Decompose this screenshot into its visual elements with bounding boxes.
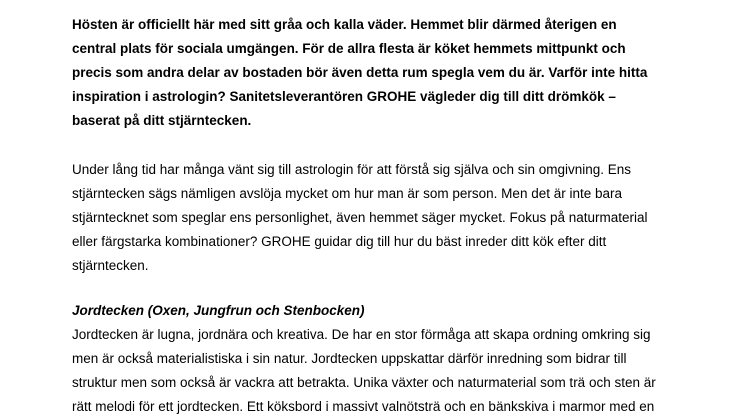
paragraph1-line-1: Under lång tid har många vänt sig till astrologin för att förstå sig själva och sin omgivning. Ens: [72, 162, 632, 177]
earth-line-2: men är också materialistiska i sin natur. Jordtecken uppskattar därför inredning som bidrar till: [72, 351, 627, 366]
earth-line-1: Jordtecken är lugna, jordnära och kreativa. De har en stor förmåga att skapa ordning omkring sig: [72, 327, 651, 342]
earth-line-3: struktur men som också är vackra att betrakta. Unika växter och naturmaterial som trä och sten är: [72, 375, 656, 390]
intro-line-1: Hösten är officiellt här med sitt gråa och kalla väder. Hemmet blir därmed återigen en: [72, 17, 617, 32]
intro-line-5: baserat på ditt stjärntecken.: [72, 113, 252, 128]
intro-line-4: inspiration i astrologin? Sanitetsleverantören GROHE vägleder dig till ditt drömkök –: [72, 89, 616, 104]
paragraph1-line-3: stjärntecknet som speglar ens personlighet, även hemmet säger mycket. Fokus på naturmaterial: [72, 210, 648, 225]
paragraph1-line-4: eller färgstarka kombinationer? GROHE guidar dig till hur du bäst inreder ditt kök efter ditt: [72, 234, 607, 249]
paragraph1-line-2: stjärntecken sägs nämligen avslöja mycket om hur man är som person. Men det är inte bara: [72, 186, 623, 201]
intro-line-3: precis som andra delar av bostaden bör även detta rum spegla vem du är. Varför inte hitta: [72, 65, 648, 80]
section-heading: Jordtecken (Oxen, Jungfrun och Stenbocken): [72, 303, 365, 318]
earth-line-4: rätt melodi för ett jordtecken. Ett köksbord i massivt valnötsträ och en bänkskiva i marmor med en: [72, 399, 655, 414]
paragraph1-line-5: stjärntecken.: [72, 258, 149, 273]
intro-line-2: central plats för sociala umgängen. För de allra flesta är köket hemmets mittpunkt och: [72, 41, 626, 56]
